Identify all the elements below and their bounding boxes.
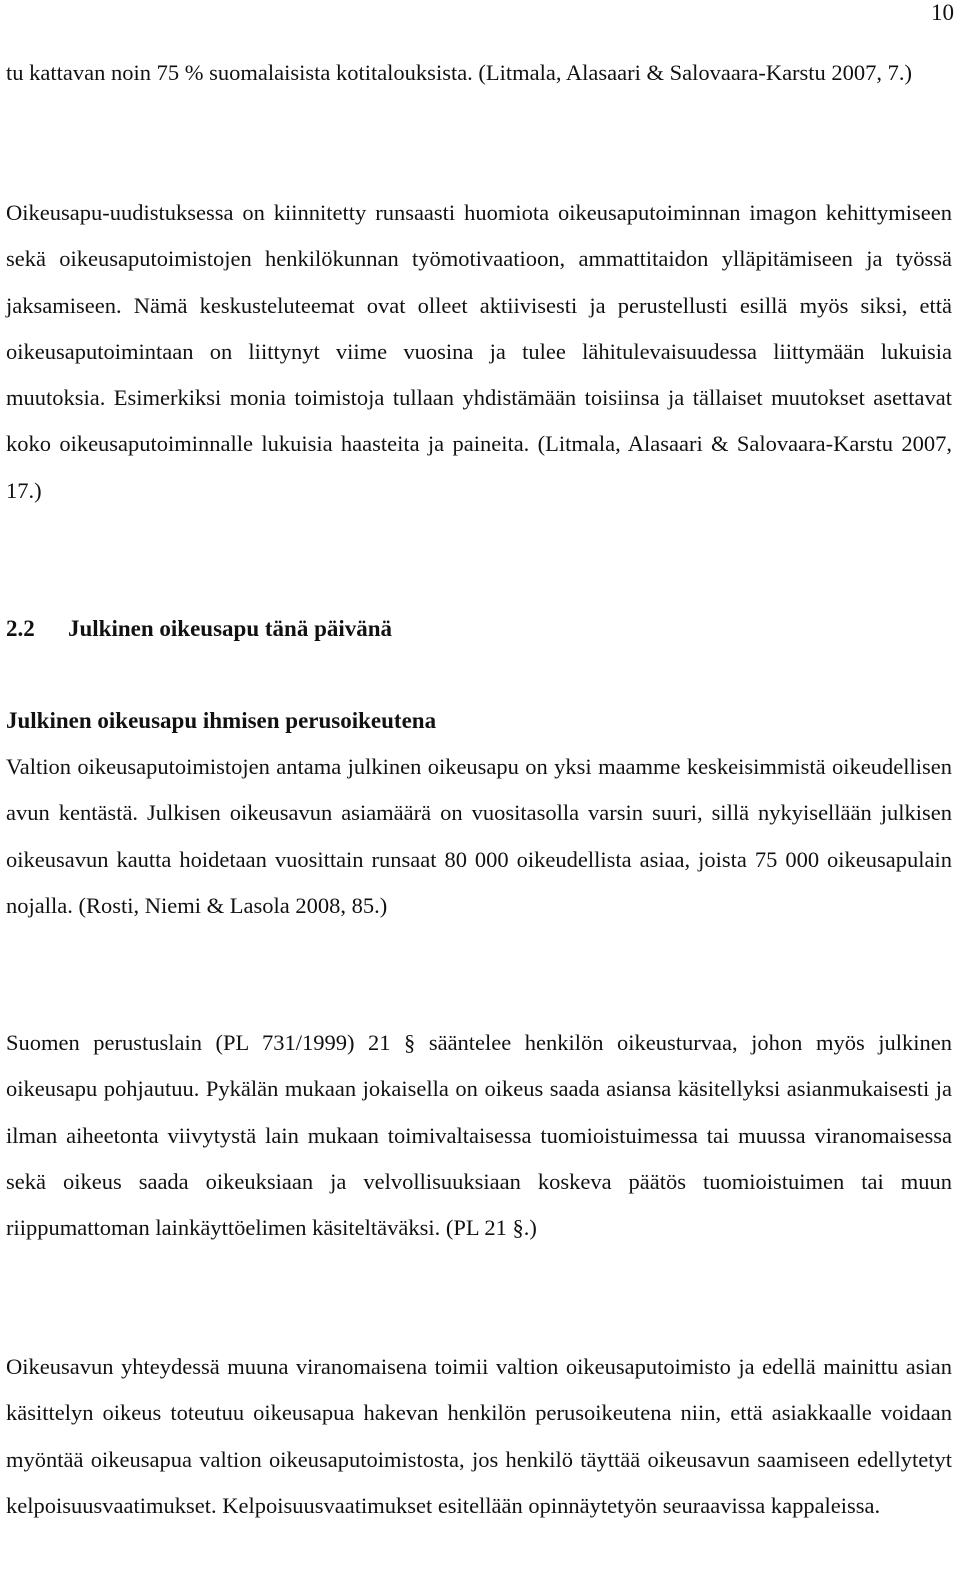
section-title: Julkinen oikeusapu tänä päivänä: [68, 616, 393, 641]
paragraph-julkinen-oikeusapu: Valtion oikeusaputoimistojen antama julkinen oikeusapu on yksi maamme keskeisimmistä oikeudellisen avun kentästä. Julkisen oikeusavun asiamäärä on vuositasolla varsin suuri, sillä nykyisellään julkisen oikeusavun kautta hoidetaan vuosittain runsaat 80 000 oikeudellista asiaa, joista 75 000 oikeusapulain nojalla. (Rosti, Niemi & Lasola 2008, 85.): [6, 754, 952, 918]
page-number: 10: [931, 0, 954, 25]
section-heading: [6, 606, 392, 652]
paragraph-viranomainen: Oikeusavun yhteydessä muuna viranomaisena toimii valtion oikeusaputoimisto ja edellä mainittu asian käsittelyn oikeus toteutuu oikeusapua hakevan henkilön perusoikeutena niin, että asiakkaalle voidaan myöntää oikeusapua valtion oikeusaputoimistosta, jos henkilö täyttää oikeusavun saamiseen edellytetyt kelpoisuusvaatimukset. Kelpoisuusvaatimukset esitellään opinnäytetyön seuraavissa kappaleissa.: [6, 1354, 952, 1518]
subheading: Julkinen oikeusapu ihmisen perusoikeutena: [6, 708, 437, 733]
section-number: 2.2: [6, 616, 35, 641]
paragraph-continuation: tu kattavan noin 75 % suomalaisista kotitalouksista. (Litmala, Alasaari & Salovaara-Karstu 2007, 7.): [6, 60, 913, 85]
paragraph-oikeusapu-uudistus: Oikeusapu-uudistuksessa on kiinnitetty runsaasti huomiota oikeusaputoiminnan imagon kehittymiseen sekä oikeusaputoimistojen henkilökunnan työmotivaatioon, ammattitaidon ylläpitämiseen ja työssä jaksamiseen. Nämä keskusteluteemat ovat olleet aktiivisesti ja perustellusti esillä myös siksi, että oikeusaputoimintaan on liittynyt viime vuosina ja tulee lähitulevaisuudessa liittymään lukuisia muutoksia. Esimerkiksi monia toimistoja tullaan yhdistämään toisiinsa ja tällaiset muutokset asettavat koko oikeusaputoiminnalle lukuisia haasteita ja paineita. (Litmala, Alasaari & Salovaara-Karstu 2007, 17.): [6, 200, 952, 503]
paragraph-perustuslaki: Suomen perustuslain (PL 731/1999) 21 § sääntelee henkilön oikeusturvaa, johon myös julkinen oikeusapu pohjautuu. Pykälän mukaan jokaisella on oikeus saada asiansa käsitellyksi asianmukaisesti ja ilman aiheetonta viivytystä lain mukaan toimivaltaisessa tuomioistuimessa tai muussa viranomaisessa sekä oikeus saada oikeuksiaan ja velvollisuuksiaan koskeva päätös tuomioistuimen tai muun riippumattoman lainkäyttöelimen käsiteltäväksi. (PL 21 §.): [6, 1030, 952, 1241]
